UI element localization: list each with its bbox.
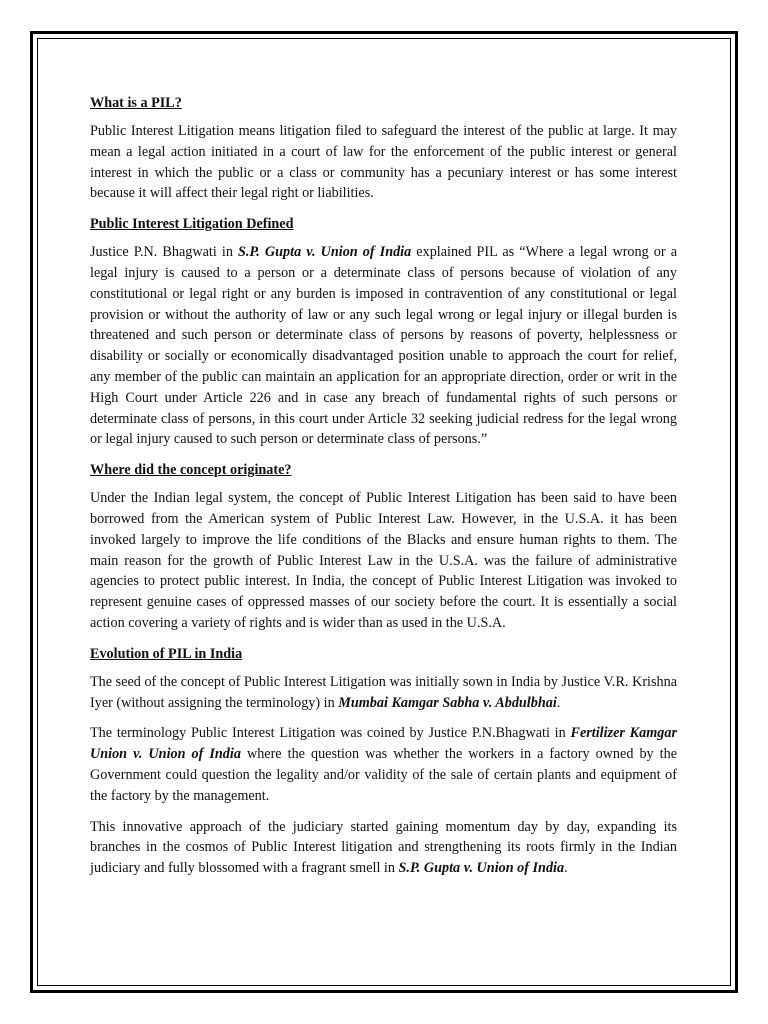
paragraph bbox=[90, 488, 677, 634]
case-citation: Mumbai Kamgar Sabha v. Abdulbhai bbox=[338, 694, 557, 711]
paragraph bbox=[90, 817, 677, 879]
case-citation: S.P. Gupta v. Union of India bbox=[398, 860, 565, 877]
text-run: . bbox=[564, 860, 568, 877]
document-body bbox=[90, 93, 677, 889]
section-heading: What is a PIL? bbox=[90, 95, 182, 111]
paragraph bbox=[90, 242, 677, 450]
text-run: explained PIL as “Where a legal wrong or a legal injury is caused to a person or a determinate class of persons because of violation of any constitutional or legal right or any burden is imposed in contravention of any constitutional or legal provision or without the authority of law or any such legal wrong or legal injury or illegal burden is threatened and such person or determinate class of persons by reasons of poverty, helplessness or disability or socially or economically disadvantaged position unable to approach the court for relief, any member of the public can maintain an application for an appropriate direction, order or writ in the High Court under Article 226 and in case any breach of fundamental rights of such persons or determinate class of persons, in this court under Article 32 seeking judicial redress for the legal wrong or legal injury caused to such person or determinate class of persons.” bbox=[90, 244, 677, 448]
text-run: where the question was whether the workers in a factory owned by the Government could question the legality and/or validity of the sale of certain plants and equipment of the factory by the management. bbox=[90, 746, 677, 804]
paragraph bbox=[90, 672, 677, 714]
section-heading: Evolution of PIL in India bbox=[90, 645, 243, 662]
section-heading: Public Interest Litigation Defined bbox=[90, 216, 294, 233]
text-run: The terminology Public Interest Litigation was coined by Justice P.N.Bhagwati in bbox=[90, 725, 571, 742]
text-run: Public Interest Litigation means litigation filed to safeguard the interest of the public at large. It may mean a legal action initiated in a court of law for the enforcement of the public interest or general interest in which the public or a class or community has a pecuniary interest or has some interest because it will affect their legal right or liabilities. bbox=[90, 123, 677, 202]
paragraph bbox=[90, 121, 677, 204]
case-citation: Fertilizer Kamgar Union v. Union of India bbox=[90, 725, 677, 763]
case-citation: S.P. Gupta v. Union of India bbox=[238, 244, 412, 261]
paragraph bbox=[90, 723, 677, 806]
text-run: . bbox=[556, 694, 561, 711]
section-heading: Where did the concept originate? bbox=[90, 462, 292, 479]
text-run: Under the Indian legal system, the concept of Public Interest Litigation has been said to have been borrowed from the American system of Public Interest Law. However, in the U.S.A. it has been invoked largely to improve the life conditions of the Blacks and ensure human rights to them. The main reason for the growth of Public Interest Law in the U.S.A. was the failure of administrative agencies to protect public interest. In India, the concept of Public Interest Litigation was invoked to represent genuine cases of oppressed masses of our society before the court. It is essentially a social action covering a variety of rights and is wider than as used in the U.S.A. bbox=[90, 490, 677, 631]
text-run: The seed of the concept of Public Interest Litigation was initially sown in India by Justice V.R. Krishna Iyer (without assigning the terminology) in bbox=[90, 673, 677, 711]
text-run: Justice P.N. Bhagwati in bbox=[90, 244, 238, 261]
text-run: This innovative approach of the judiciary started gaining momentum day by day, expanding its branches in the cosmos of Public Interest litigation and strengthening its roots firmly in the Indian judiciary and fully blossomed with a fragrant smell in bbox=[90, 818, 677, 877]
